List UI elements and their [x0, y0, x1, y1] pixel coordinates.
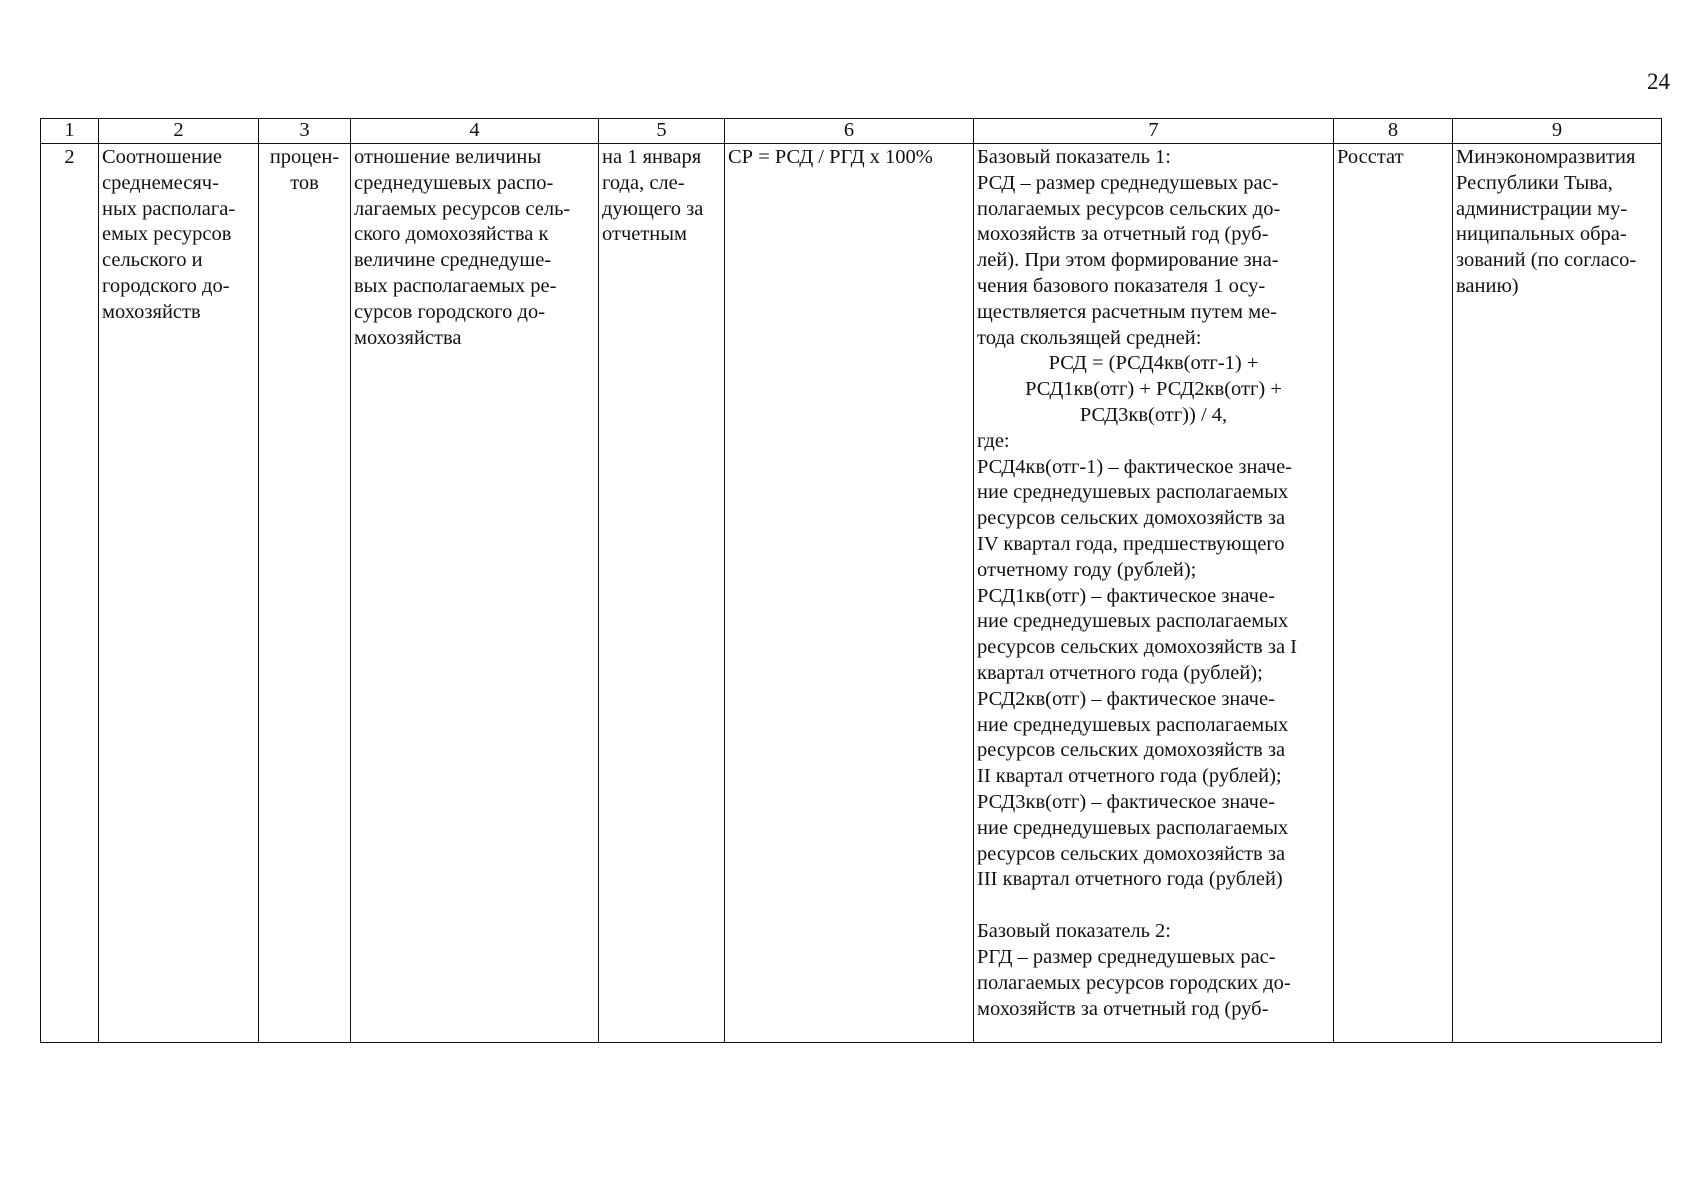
text-line: Базовый показатель 2: [977, 920, 1171, 943]
text-line: III квартал отчетного года (рублей) [977, 868, 1283, 891]
paragraph-gap [977, 893, 1330, 919]
formula-cell [725, 144, 974, 1043]
text-line: мохозяйств за отчетный год (руб- [977, 997, 1269, 1020]
text-line: процен- [269, 146, 340, 168]
text-line: тода скользящей средней: [977, 326, 1202, 349]
text-line: тов [290, 171, 319, 194]
definition-cell [351, 144, 599, 1043]
text-line: мохозяйства [354, 326, 462, 349]
text-line: ресурсов сельских домохозяйств за [977, 739, 1286, 762]
text-line: Республики Тыва, [1456, 171, 1613, 194]
text-line: ниципальных обра- [1456, 223, 1627, 246]
text-line: лей). При этом формирование зна- [977, 249, 1279, 272]
text-line: РСД – размер среднедушевых рас- [977, 171, 1279, 194]
text-line: РСД = (РСД4кв(отг-1) + [1048, 352, 1259, 375]
text-line: ние среднедушевых располагаемых [977, 610, 1289, 633]
text-line: Соотношение [102, 146, 223, 168]
column-header: 3 [259, 119, 351, 144]
text-line: чения базового показателя 1 осу- [977, 274, 1266, 297]
text-line: среднедушевых распо- [354, 171, 554, 194]
text-line: ние среднедушевых располагаемых [977, 481, 1289, 504]
text-line: ных располага- [102, 197, 236, 220]
text-line: ванию) [1456, 274, 1519, 297]
column-header: 2 [99, 119, 259, 144]
text-line: ществляется расчетным путем ме- [977, 300, 1278, 323]
text-line: квартал отчетного года (рублей); [977, 661, 1263, 684]
text-line: II квартал отчетного года (рублей); [977, 765, 1282, 788]
text-line: среднемесяч- [102, 171, 219, 194]
text-line: РСД3кв(отг) – фактическое значе- [977, 790, 1275, 813]
responsible-cell [1453, 144, 1662, 1043]
column-header: 4 [351, 119, 599, 144]
column-header: 1 [41, 119, 99, 144]
text-line: ние среднедушевых располагаемых [977, 816, 1289, 839]
text-line: мохозяйств [102, 300, 201, 323]
base-indicator-2-text [977, 919, 1330, 1022]
text-line: РСД4кв(отг-1) – фактическое значе- [977, 455, 1292, 478]
text-line: IV квартал года, предшествующего [977, 532, 1285, 555]
text-line: отчетным [602, 223, 688, 246]
formula-block [977, 351, 1330, 428]
text-line: мохозяйств за отчетный год (руб- [977, 223, 1269, 246]
source-cell [1334, 144, 1453, 1043]
source-text: Росстат [1337, 146, 1404, 168]
text-line: отчетному году (рублей); [977, 558, 1197, 581]
text-line: емых ресурсов [102, 223, 232, 246]
indicator-name-cell [99, 144, 259, 1043]
column-header: 8 [1334, 119, 1453, 144]
text-line: ресурсов сельских домохозяйств за I [977, 636, 1298, 659]
text-line: ского домохозяйства к [354, 223, 549, 246]
text-line: ресурсов сельских домохозяйств за [977, 842, 1286, 865]
column-header: 5 [599, 119, 725, 144]
formula-text: СР = РСД / РГД х 100% [728, 146, 933, 168]
text-line: РСД2кв(отг) – фактическое значе- [977, 687, 1275, 710]
text-line: ние среднедушевых располагаемых [977, 713, 1289, 736]
column-header: 9 [1453, 119, 1662, 144]
text-line: вых располагаемых ре- [354, 274, 557, 297]
text-line: РСД1кв(отг) – фактическое значе- [977, 584, 1275, 607]
text-line: ресурсов сельских домохозяйств за [977, 507, 1286, 530]
column-header: 6 [725, 119, 974, 144]
text-line: Минэкономразвития [1456, 146, 1636, 168]
text-line: лагаемых ресурсов сель- [354, 197, 571, 220]
date-cell [599, 144, 725, 1043]
text-line: РСД1кв(отг) + РСД2кв(отг) + [1025, 378, 1282, 401]
column-header: 7 [974, 119, 1334, 144]
method-cell [974, 144, 1334, 1043]
text-line: где: [977, 429, 1010, 452]
text-line: полагаемых ресурсов сельских до- [977, 197, 1281, 220]
row-number-cell: 2 [41, 144, 99, 1043]
text-line: величине среднедуше- [354, 249, 552, 272]
text-line: дующего за [602, 197, 704, 220]
text-line: Базовый показатель 1: [977, 146, 1171, 168]
column-number-row [41, 119, 1662, 144]
text-line: сельского и [102, 249, 203, 272]
text-line: РГД – размер среднедушевых рас- [977, 945, 1276, 968]
unit-cell [259, 144, 351, 1043]
text-line: зований (по согласо- [1456, 249, 1637, 272]
text-line: администрации му- [1456, 197, 1628, 220]
text-line: года, сле- [602, 171, 685, 194]
base-indicator-1-text [977, 145, 1330, 351]
indicator-table [40, 118, 1662, 1043]
text-line: РСД3кв(отг)) / 4, [1079, 403, 1228, 426]
text-line: сурсов городского до- [354, 300, 546, 323]
text-line: полагаемых ресурсов городских до- [977, 971, 1291, 994]
table-row [41, 144, 1662, 1043]
page-number: 24 [1647, 69, 1670, 94]
text-line: на 1 января [602, 146, 702, 168]
definitions-text [977, 429, 1330, 893]
text-line: отношение величины [354, 146, 542, 168]
text-line: городского до- [102, 274, 230, 297]
